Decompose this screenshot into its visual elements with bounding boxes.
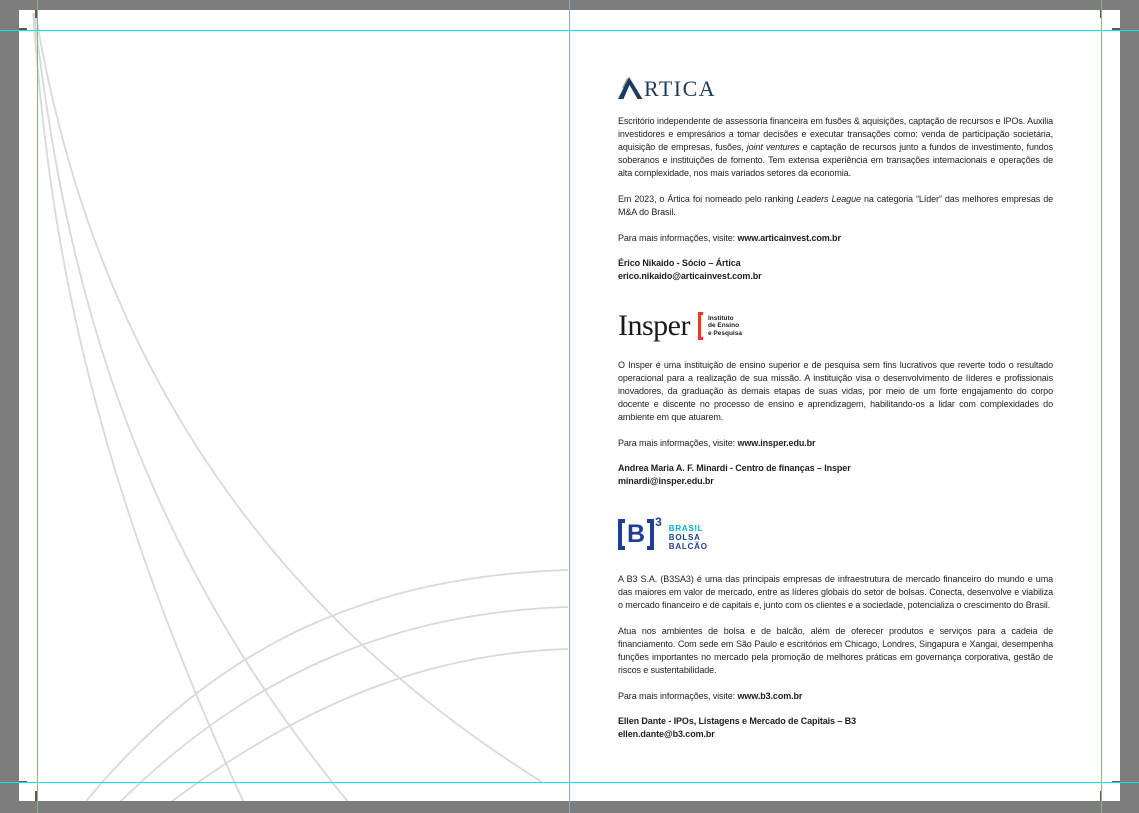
b3-superscript: 3 xyxy=(655,515,662,529)
b3-words xyxy=(669,524,708,551)
decorative-curves xyxy=(19,10,569,801)
b3-contact-name: Ellen Dante - IPOs, Listagens e Mercado de Capitais – B3 xyxy=(618,716,856,726)
guide-horizontal-top xyxy=(0,30,1139,31)
curve-ascending-3 xyxy=(159,649,568,801)
artica-logo xyxy=(618,76,1053,100)
b3-right-bracket-icon xyxy=(647,519,654,550)
artica-more-info xyxy=(618,232,1053,245)
artica-wordmark: RTICA xyxy=(644,76,717,101)
b3-bracket-mark xyxy=(618,515,662,550)
curve-descending-1 xyxy=(33,13,244,801)
b3-letter: B xyxy=(627,520,646,548)
artica-contact-name: Érico Nikaido - Sócio – Ártica xyxy=(618,258,741,268)
artica-award-note: Em 2023, o Ártica foi nomeado pelo ranking Leaders League na categoria “Líder” das melhores empresas de M&A do Brasil. xyxy=(618,194,1054,217)
insper-contact xyxy=(618,462,1053,488)
section-b3 xyxy=(618,515,1053,741)
insper-subtitle-line3: e Pesquisa xyxy=(707,329,742,337)
insper-contact-name: Andrea Maria A. F. Minardi - Centro de finanças – Insper xyxy=(618,463,851,473)
more-info-prefix: Para mais informações, visite: xyxy=(618,438,736,448)
insper-contact-email: minardi@insper.edu.br xyxy=(618,476,714,486)
b3-logo xyxy=(618,515,1053,555)
curve-descending-3 xyxy=(36,16,542,782)
more-info-prefix: Para mais informações, visite: xyxy=(618,233,736,243)
b3-description-1: A B3 S.A. (B3SA3) é uma das principais empresas de infraestrutura de mercado financeiro do mundo e uma das maiores em valor de mercado, entre as líderes globais do setor de bolsas. Conecta, desenvolve e viabiliza o mercado financeiro e de capitais e, junto com os clientes e a sociedade, potencializa o crescimento do Brasil. xyxy=(618,574,1053,610)
guide-horizontal-bottom xyxy=(0,782,1139,783)
insper-more-info xyxy=(618,437,1053,450)
guide-vertical-left xyxy=(37,0,38,813)
section-insper xyxy=(618,308,1053,488)
red-bracket-icon xyxy=(698,312,703,340)
insper-subtitle-line2: de Ensino xyxy=(707,322,740,330)
guide-vertical-right xyxy=(1101,0,1102,813)
insper-description: O Insper é uma instituição de ensino superior e de pesquisa sem fins lucrativos que reverte todo o resultado operacional para a realização de sua missão. A instituição visa o desenvolvimento de líderes e profissionais inovadores, da graduação às demais etapas de suas vidas, por meio de um forte engajamento do corpo docente e discente no processo de ensino e aprendizagem, habilitando-os a lidar com complexidades do ambiente em que atuarem. xyxy=(618,360,1053,422)
insper-logo xyxy=(618,308,1053,344)
artica-contact-email: erico.nikaido@articainvest.com.br xyxy=(618,271,762,281)
artica-contact xyxy=(618,257,1053,283)
insper-subtitle xyxy=(708,315,742,338)
b3-word-bolsa: BOLSA xyxy=(668,533,701,542)
more-info-prefix: Para mais informações, visite: xyxy=(618,691,736,701)
b3-more-info xyxy=(618,690,1053,703)
artica-description: Escritório independente de assessoria financeira em fusões & aquisições, captação de recursos e IPOs. Auxilia investidores e empresários a tomar decisões e executar transações como: venda de participação societária, aquisição de empresas, fusões, joint ventures e captação de recursos junto a fundos de investimento, fundos soberanos e instituições de fomento. Tem extensa experiência em transações internacionais e operações de alta complexidade, nos mais variados setores da economia. xyxy=(618,116,1053,178)
b3-left-bracket-icon xyxy=(618,519,625,550)
b3-word-balcao: BALCÃO xyxy=(668,542,708,551)
artica-peak-icon xyxy=(618,77,643,100)
b3-website: www.b3.com.br xyxy=(737,691,803,701)
artica-website: www.articainvest.com.br xyxy=(737,233,841,243)
b3-description-2: Atua nos ambientes de bolsa e de balcão, além de oferecer produtos e serviços para a cadeia de financiamento. Com sede em São Paulo e escritórios em Chicago, Londres, Singapura e Xangai, desempenha funções importantes no mercado pela promoção de melhores práticas em governança corporativa, gestão de riscos e sustentabilidade. xyxy=(618,626,1053,675)
b3-word-brasil: BRASIL xyxy=(668,524,704,533)
insper-website: www.insper.edu.br xyxy=(737,438,816,448)
section-artica xyxy=(618,76,1053,283)
insper-subtitle-line1: Instituto xyxy=(707,314,734,322)
b3-contact-email: ellen.dante@b3.com.br xyxy=(618,729,715,739)
b3-contact xyxy=(618,715,1053,741)
guide-vertical-center xyxy=(569,0,570,813)
insper-wordmark: Insper xyxy=(618,309,690,342)
curve-ascending-1 xyxy=(83,570,568,801)
